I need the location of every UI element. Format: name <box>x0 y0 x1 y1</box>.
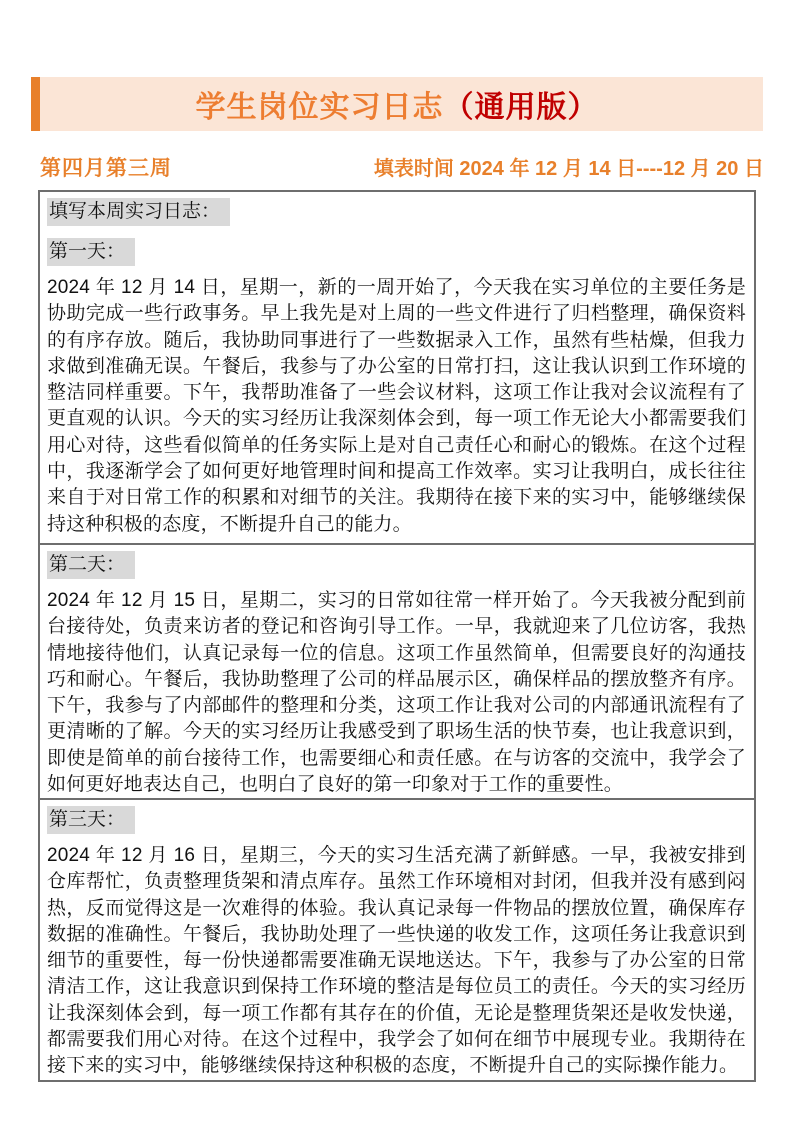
diary-prompt-label: 填写本周实习日志： <box>47 198 230 226</box>
day1-entry-text: 2024 年 12 月 14 日，星期一，新的一周开始了，今天我在实习单位的主要任务是协助完成一些行政事务。早上我先是对上周的一些文件进行了归档整理，确保资料的有序存放。随后，我协助同事进行了一些数据录入工作，虽然有些枯燥，但我力求做到准确无误。午餐后，我参与了办公室的日常打扫，这让我认识到工作环境的整洁同样重要。下午，我帮助准备了一些会议材料，这项工作让我对会议流程有了更直观的认识。今天的实习经历让我深刻体会到，每一项工作无论大小都需要我们用心对待，这些看似简单的任务实际上是对自己责任心和耐心的锻炼。在这个过程中，我逐渐学会了如何更好地管理时间和提高工作效率。实习让我明白，成长往往来自于对日常工作的积累和对细节的关注。我期待在接下来的实习中，能够继续保持这种积极的态度，不断提升自己的能力。 <box>47 277 746 535</box>
week-heading: 第四月第三周 <box>40 157 172 180</box>
subheader-row <box>40 152 764 182</box>
document-title <box>196 82 599 126</box>
diary-section-day1 <box>40 192 754 543</box>
day3-label-row <box>47 806 746 834</box>
day3-entry-text: 2024 年 12 月 16 日，星期三，今天的实习生活充满了新鲜感。一早，我被安排到仓库帮忙，负责整理货架和清点库存。虽然工作环境相对封闭，但我并没有感到闷热，反而觉得这是一次难得的体验。我认真记录每一件物品的摆放位置，确保库存数据的准确性。午餐后，我协助处理了一些快递的收发工作，这项任务让我意识到细节的重要性，每一份快递都需要准确无误地送达。下午，我参与了办公室的日常清洁工作，这让我意识到保持工作环境的整洁是每位员工的责任。今天的实习经历让我深刻体会到，每一项工作都有其存在的价值，无论是整理货架还是收发快递，都需要我们用心对待。在这个过程中，我学会了如何在细节中展现专业。我期待在接下来的实习中，能够继续保持这种积极的态度，不断提升自己的实际操作能力。 <box>47 845 746 1077</box>
document-title-edition: （通用版） <box>443 91 599 124</box>
diary-section-day2 <box>40 543 754 798</box>
document-title-main: 学生岗位实习日志 <box>195 91 444 124</box>
diary-prompt-row <box>47 198 746 226</box>
title-banner <box>31 77 763 131</box>
diary-table <box>38 190 756 1082</box>
day3-label: 第三天： <box>47 806 135 834</box>
day1-label-row <box>47 238 746 266</box>
day2-entry-text: 2024 年 12 月 15 日，星期二，实习的日常如往常一样开始了。今天我被分配到前台接待处，负责来访者的登记和咨询引导工作。一早，我就迎来了几位访客，我热情地接待他们，认真记录每一位的信息。这项工作虽然简单，但需要良好的沟通技巧和耐心。午餐后，我协助整理了公司的样品展示区，确保样品的摆放整齐有序。下午，我参与了内部邮件的整理和分类，这项工作让我对公司的内部通讯流程有了更清晰的了解。今天的实习经历让我感受到了职场生活的快节奏，也让我意识到，即使是简单的前台接待工作，也需要细心和责任感。在与访客的交流中，我学会了如何更好地表达自己，也明白了良好的第一印象对于工作的重要性。 <box>47 590 746 796</box>
diary-section-day3 <box>40 798 754 1080</box>
day1-label: 第一天： <box>47 238 135 266</box>
day2-label: 第二天： <box>47 551 135 579</box>
fill-date-heading: 填表时间 2024 年 12 月 14 日----12 月 20 日 <box>373 158 764 180</box>
title-accent-bar <box>31 77 40 131</box>
day2-label-row <box>47 551 746 579</box>
